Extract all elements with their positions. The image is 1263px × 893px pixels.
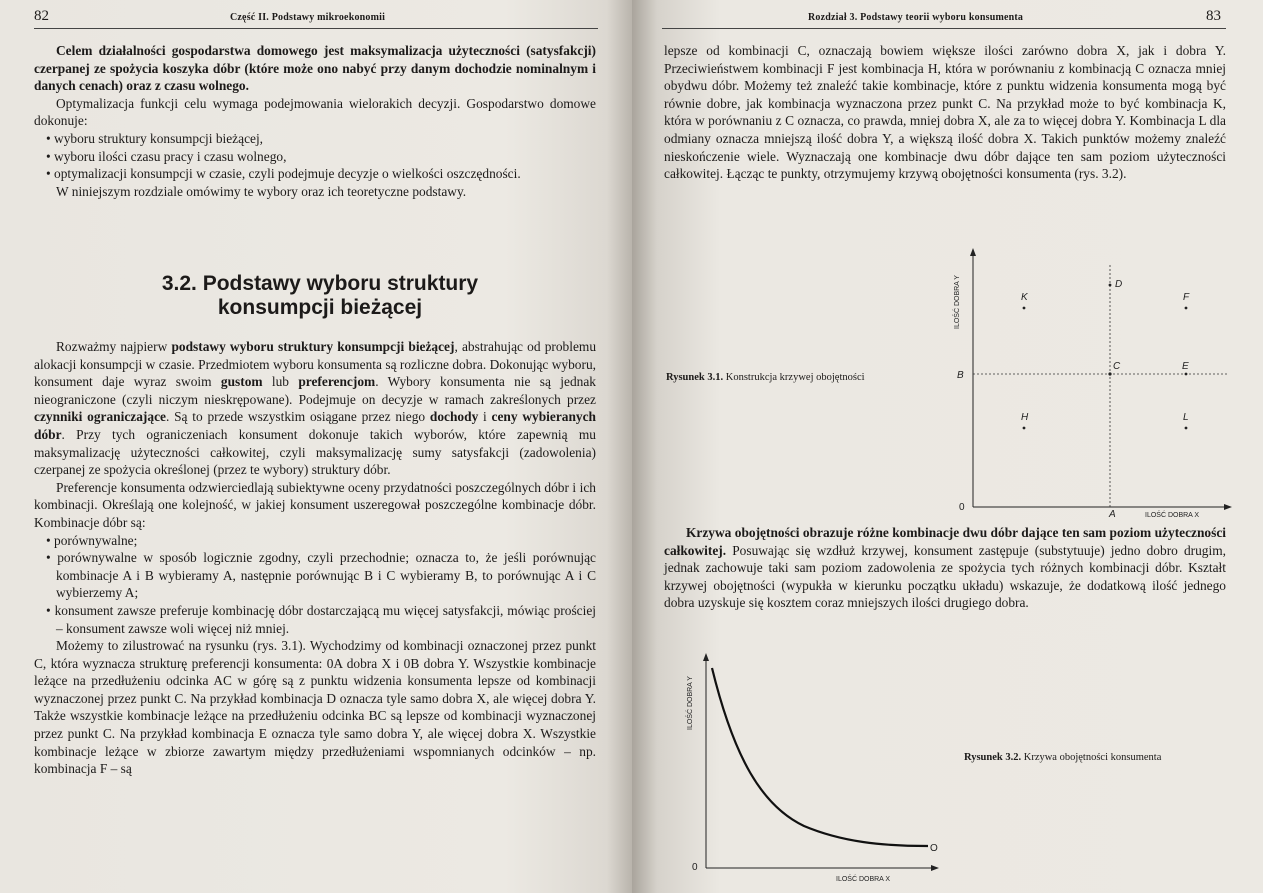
right-page xyxy=(632,0,1263,893)
header-rule xyxy=(662,28,1226,29)
point-f xyxy=(1185,307,1188,310)
bold-term: dochody xyxy=(429,409,479,425)
intro-bold-paragraph: Celem działalności gospodarstwa domowego jest maksymalizacja użyteczności (satysfakcji) czerpanej ze spożycia koszyka dóbr (które może ono nabyć przy danym dochodzie nominalnym i danych cenach) oraz z czasu wolnego. xyxy=(34,43,596,94)
bullet-item: • konsument zawsze preferuje kombinację dóbr dostarczającą mu więcej satysfakcji, mówiąc prościej – konsument zawsze woli więcej niż mniej. xyxy=(46,602,596,636)
y-axis-arrow-icon xyxy=(703,653,709,661)
paragraph-basics xyxy=(34,338,596,479)
point-l-label: L xyxy=(1183,412,1189,423)
caption-text: Krzywa obojętności konsumenta xyxy=(1021,752,1162,763)
point-e xyxy=(1185,373,1188,376)
b-label: B xyxy=(957,370,964,381)
text-run: . Wybory konsumenta nie są jednak nieograniczone (czyli niczym nieskrępowane). Podejmuje on decyzje w ramach zakreślonych przez xyxy=(34,374,596,407)
page-number: 83 xyxy=(1206,8,1221,24)
running-head: Rozdział 3. Podstawy teorii wyboru konsumenta xyxy=(808,12,1024,23)
paragraph-top: lepsze od kombinacji C, oznaczają bowiem większe ilości zarówno dobra X, jak i dobra Y. Przeciwieństwem kombinacji F jest kombinacja H, która w porównaniu z kombinacją C oznacza mniej obydwu dóbr. Możemy też znaleźć takie kombinacje, które z punktu widzenia konsumenta mogą być równie dobre, jak kombinacja wyznaczona przez punkt C. Na przykład może to być kombinacja K, która w porównaniu z C oznacza, co prawda, mniej dobra X, ale za to więcej dobra Y. Kombinacja L dla odmiany oznacza mniejszą ilość dobra Y, a większą ilość dobra X. Takich punktów możemy znaleźć nieskończenie wiele. Wyznaczają one kombinacje dwu dóbr dające ten sam poziom użyteczności całkowitej. Łącząc te punkty, otrzymujemy krzywą obojętności konsumenta (rys. 3.2). xyxy=(664,43,1226,182)
bullet-item: • optymalizacji konsumpcji w czasie, czyli podejmuje decyzje o wielkości oszczędności. xyxy=(46,166,521,182)
paragraph-illustration: Możemy to zilustrować na rysunku (rys. 3.1). Wychodzimy od kombinacji oznaczonej przez punkt C, która wyznacza strukturę preferencji konsumenta: 0A dobra X i 0B dobra Y. Wszystkie kombinacje leżące na przedłużeniu odcinka AC w górę są z punktu widzenia konsumenta lepsze od kombinacji wyznaczonej przez punkt C. Na przykład kombinacja D oznacza tyle samo dobra X, ale więcej dobra Y. Także wszystkie kombinacje leżące na przedłużeniu odcinka BC są lepsze od kombinacji wyznaczonej przez punkt C. Na przykład kombinacja E oznacza tyle samo dobra Y, ale więcej dobra X. Wszystkie kombinacje leżące w zbiorze zawartym między przedłużeniami wspomnianych odcinków – np. kombinacja F – są xyxy=(34,638,596,777)
definition-paragraph-block xyxy=(664,524,1226,612)
text-run: lub xyxy=(262,374,299,390)
paragraph-continuation xyxy=(664,42,1226,183)
point-h-label: H xyxy=(1021,412,1029,423)
intro-block xyxy=(34,42,596,200)
point-d-label: D xyxy=(1115,279,1123,290)
text-run: . Przy tych ograniczeniach konsument dokonuje takich wyborów, które zapewnią mu maksymalizację użyteczności całkowitej, czyli maksymalizację sumy satysfakcji (zadowolenia) czerpanej ze spożycia określonej (przez te wybory) struktury dóbr. xyxy=(34,426,596,478)
bullet-item: • wyboru ilości czasu pracy i czasu wolnego, xyxy=(46,148,287,164)
point-f-label: F xyxy=(1183,292,1190,303)
point-c-label: C xyxy=(1113,361,1121,372)
point-k-label: K xyxy=(1021,292,1028,303)
text-run: . Są to przede wszystkim osiągane przez niego xyxy=(165,409,430,425)
header-rule xyxy=(34,28,598,29)
paragraph-definition xyxy=(664,524,1226,612)
caption-label: Rysunek 3.2. xyxy=(964,752,1022,763)
bullet-item: • wyboru struktury konsumpcji bieżącej, xyxy=(46,130,264,146)
point-d xyxy=(1109,284,1112,287)
caption-label: Rysunek 3.1. xyxy=(666,372,724,383)
point-c xyxy=(1108,372,1111,375)
point-l xyxy=(1185,427,1188,430)
origin-label: 0 xyxy=(959,502,965,513)
paragraph-preferences: Preferencje konsumenta odzwierciedlają subiektywne oceny przydatności poszczególnych dóbr i ich kombinacji. Określają one kolejność, w jakiej konsument uszeregował poszczególne kombinacje dóbr. Kombinacje dóbr są: xyxy=(34,479,596,530)
caption-text: Konstrukcja krzywej obojętności xyxy=(723,372,865,383)
origin-label: 0 xyxy=(692,862,698,873)
figure-3-1-chart xyxy=(947,245,1239,517)
bold-term: ceny wybieranych dóbr xyxy=(34,409,597,442)
section-body xyxy=(34,338,596,778)
bold-term: preferencjom xyxy=(298,374,376,390)
page-number: 82 xyxy=(34,8,49,24)
x-axis-label: ILOŚĆ DOBRA X xyxy=(1145,512,1200,517)
x-axis-label: ILOŚĆ DOBRA X xyxy=(836,876,891,883)
y-axis-label: ILOŚĆ DOBRA Y xyxy=(687,676,694,730)
indifference-curve xyxy=(712,668,928,846)
text-run: , abstrahując od problemu alokacji konsumpcji w czasie. Przedmiotem wyboru konsumenta są rozliczne dobra. Dokonując wyboru, konsument daje wyraz swoim xyxy=(34,339,597,390)
text-run: Posuwając się wzdłuż krzywej, konsument zastępuje (substytuuje) jedno dobro drugim, jednak zachowuje taki sam poziom zadowolenia ze spożycia tych różnych kombinacji dóbr. Kształt krzywej obojętności (wypukła w kierunku początku układu) wskazuje, że dodatkową ilość jednego dobra uzyskuje się kosztem coraz mniejszych ilości drugiego dobra. xyxy=(664,542,1226,611)
x-axis-arrow-icon xyxy=(931,865,939,871)
x-axis-arrow-icon xyxy=(1224,504,1232,510)
point-e-label: E xyxy=(1182,361,1189,372)
curve-label: O xyxy=(930,843,938,854)
bold-term: gustom xyxy=(220,374,263,390)
bold-definition: Krzywa obojętności obrazuje różne kombinacje dwu dóbr dające ten sam poziom użyteczności całkowitej. xyxy=(664,525,1226,558)
y-axis-arrow-icon xyxy=(970,248,976,256)
paragraph-chapter-scope: W niniejszym rozdziale omówimy te wybory oraz ich teoretyczne podstawy. xyxy=(56,183,467,199)
section-title: 3.2. Podstawy wyboru struktury konsumpcji bieżącej xyxy=(161,272,479,319)
running-head: Część II. Podstawy mikroekonomii xyxy=(230,12,386,23)
bold-term: podstawy wyboru struktury konsumpcji bieżącej xyxy=(171,339,455,354)
text-run: Rozważmy najpierw xyxy=(56,339,172,354)
bullet-item: • porównywalne; xyxy=(46,532,138,548)
y-axis-label: ILOŚĆ DOBRA Y xyxy=(954,275,961,329)
figure-3-1-caption xyxy=(666,372,865,383)
point-k xyxy=(1023,307,1026,310)
point-h xyxy=(1023,427,1026,430)
figure-3-2-caption xyxy=(964,752,1161,763)
a-label: A xyxy=(1109,509,1116,517)
bullet-item: • porównywalne w sposób logicznie zgodny, czyli przechodnie; oznacza to, że jeśli porównując kombinacje A i B wybieramy A, następnie porównując B i C wybieramy B, to porównując A i C wybierzemy A; xyxy=(46,550,596,601)
paragraph-optimization: Optymalizacja funkcji celu wymaga podejmowania wielorakich decyzji. Gospodarstwo domowe dokonuje: xyxy=(34,95,596,129)
text-run: i xyxy=(478,409,492,425)
bold-term: czynniki ograniczające xyxy=(34,409,166,425)
figure-3-2-chart xyxy=(662,648,947,883)
